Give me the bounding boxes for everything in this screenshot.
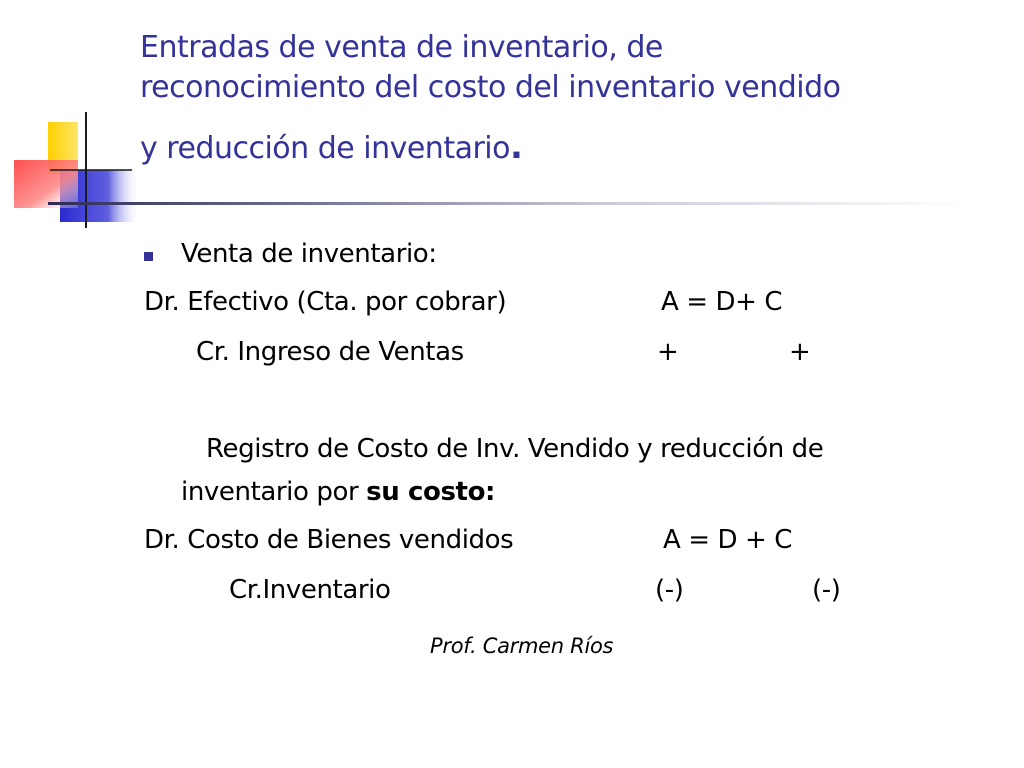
cost-record-line-1: Registro de Costo de Inv. Vendido y reducción de <box>206 434 824 464</box>
square-bullet-icon <box>144 252 153 261</box>
title-underline <box>48 202 968 205</box>
entry1-effect-assets: + <box>657 337 679 367</box>
entry2-effect-second: (-) <box>812 575 841 605</box>
red-square <box>14 160 78 208</box>
title-period: . <box>510 127 523 167</box>
bullet-venta-inventario: Venta de inventario: <box>181 239 437 269</box>
entry1-debit: Dr. Efectivo (Cta. por cobrar) <box>144 287 507 317</box>
cost-record-line-2 <box>181 476 495 508</box>
entry2-equation: A = D + C <box>663 525 792 555</box>
title-line-2: reconocimiento del costo del inventario vendido <box>140 70 841 105</box>
title-line-3 <box>140 127 1000 169</box>
entry1-effect-equity: + <box>789 337 811 367</box>
footer-author: Prof. Carmen Ríos <box>430 634 614 658</box>
entry1-credit: Cr. Ingreso de Ventas <box>196 337 464 367</box>
slide-title <box>140 28 1000 169</box>
title-line-3-text: y reducción de inventario <box>140 131 510 166</box>
entry1-equation: A = D+ C <box>661 287 783 317</box>
cost-record-bold: su costo: <box>366 477 496 507</box>
entry2-effect-assets: (-) <box>655 575 684 605</box>
title-line-1: Entradas de venta de inventario, de <box>140 30 663 65</box>
cost-record-prefix: inventario por <box>181 477 367 507</box>
entry2-debit: Dr. Costo de Bienes vendidos <box>144 525 514 555</box>
entry2-credit: Cr.Inventario <box>229 575 391 605</box>
